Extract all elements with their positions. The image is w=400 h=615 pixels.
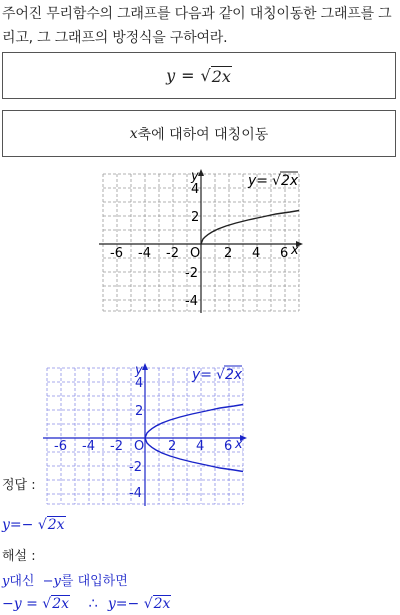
x-axis-label: x (291, 243, 299, 258)
y-axis-arrow (198, 169, 204, 176)
x-tick-label: 2 (168, 439, 177, 454)
sqrt-symbol: √ (143, 596, 153, 612)
given-radicand: 2x (211, 66, 231, 86)
graph-answer (40, 362, 250, 508)
x-tick-label: 2 (224, 246, 233, 261)
y-tick-label: 2 (135, 404, 144, 419)
y-tick-label: -2 (129, 460, 142, 475)
y-tick-label: 4 (191, 182, 200, 197)
x-tick-label: 6 (224, 439, 233, 454)
final-equation: −y = √2x ∴ y=− √2x (2, 596, 171, 612)
x-tick-label: -4 (82, 439, 95, 454)
transform-text: 축에 대하여 대칭이동 (137, 126, 269, 143)
graph-original (96, 168, 306, 316)
x-tick-label: 6 (280, 246, 289, 261)
y-axis-arrow (142, 363, 148, 370)
problem-text: 주어진 무리함수의 그래프를 다음과 같이 대칭이동한 그래프를 그리고, 그 그래프의 방정식을 구하여라. (2, 6, 392, 46)
answer-label: 정답 : (2, 478, 36, 493)
y-tick-label: 4 (135, 376, 144, 391)
sqrt-symbol: √ (216, 367, 225, 383)
explanation-label: 해설 : (2, 549, 36, 564)
sqrt-symbol: √ (37, 517, 47, 533)
y-tick-label: -2 (185, 266, 198, 281)
therefore-symbol: ∴ (88, 596, 98, 612)
x-tick-label: -6 (54, 439, 67, 454)
x-tick-label: -2 (110, 439, 123, 454)
x-tick-label: 4 (196, 439, 205, 454)
x-tick-label: -2 (166, 246, 179, 261)
y-axis-label: y (135, 363, 143, 378)
given-function-box (2, 52, 396, 99)
origin-label: O (190, 246, 201, 261)
y-tick-label: 2 (191, 210, 200, 225)
curve-label-radicand: 2x (225, 367, 243, 383)
y-axis-label: y (191, 169, 199, 184)
x-tick-label: -4 (138, 246, 151, 261)
given-eq: = (181, 66, 195, 85)
curve-label-lhs: y= (192, 367, 213, 383)
y-tick-label: -4 (129, 486, 142, 501)
original-curve (145, 405, 243, 439)
sqrt-symbol: √ (42, 596, 52, 612)
y-tick-label: -4 (185, 294, 198, 309)
sqrt-symbol: √ (200, 66, 211, 85)
transform-var: x (129, 125, 138, 142)
answer-equation: y=− √2x (2, 517, 65, 533)
x-axis-label: x (235, 437, 243, 452)
curve-label-lhs: y= (248, 173, 269, 189)
origin-label: O (134, 439, 145, 454)
curve-label-radicand: 2x (281, 173, 299, 189)
sqrt-curve (201, 211, 299, 245)
transform-box (2, 110, 396, 157)
given-lhs: y (166, 66, 176, 85)
sqrt-symbol: √ (272, 173, 281, 189)
x-tick-label: -6 (110, 246, 123, 261)
x-tick-label: 4 (252, 246, 261, 261)
substitution-line: y대신 −y를 대입하면 (2, 574, 128, 589)
